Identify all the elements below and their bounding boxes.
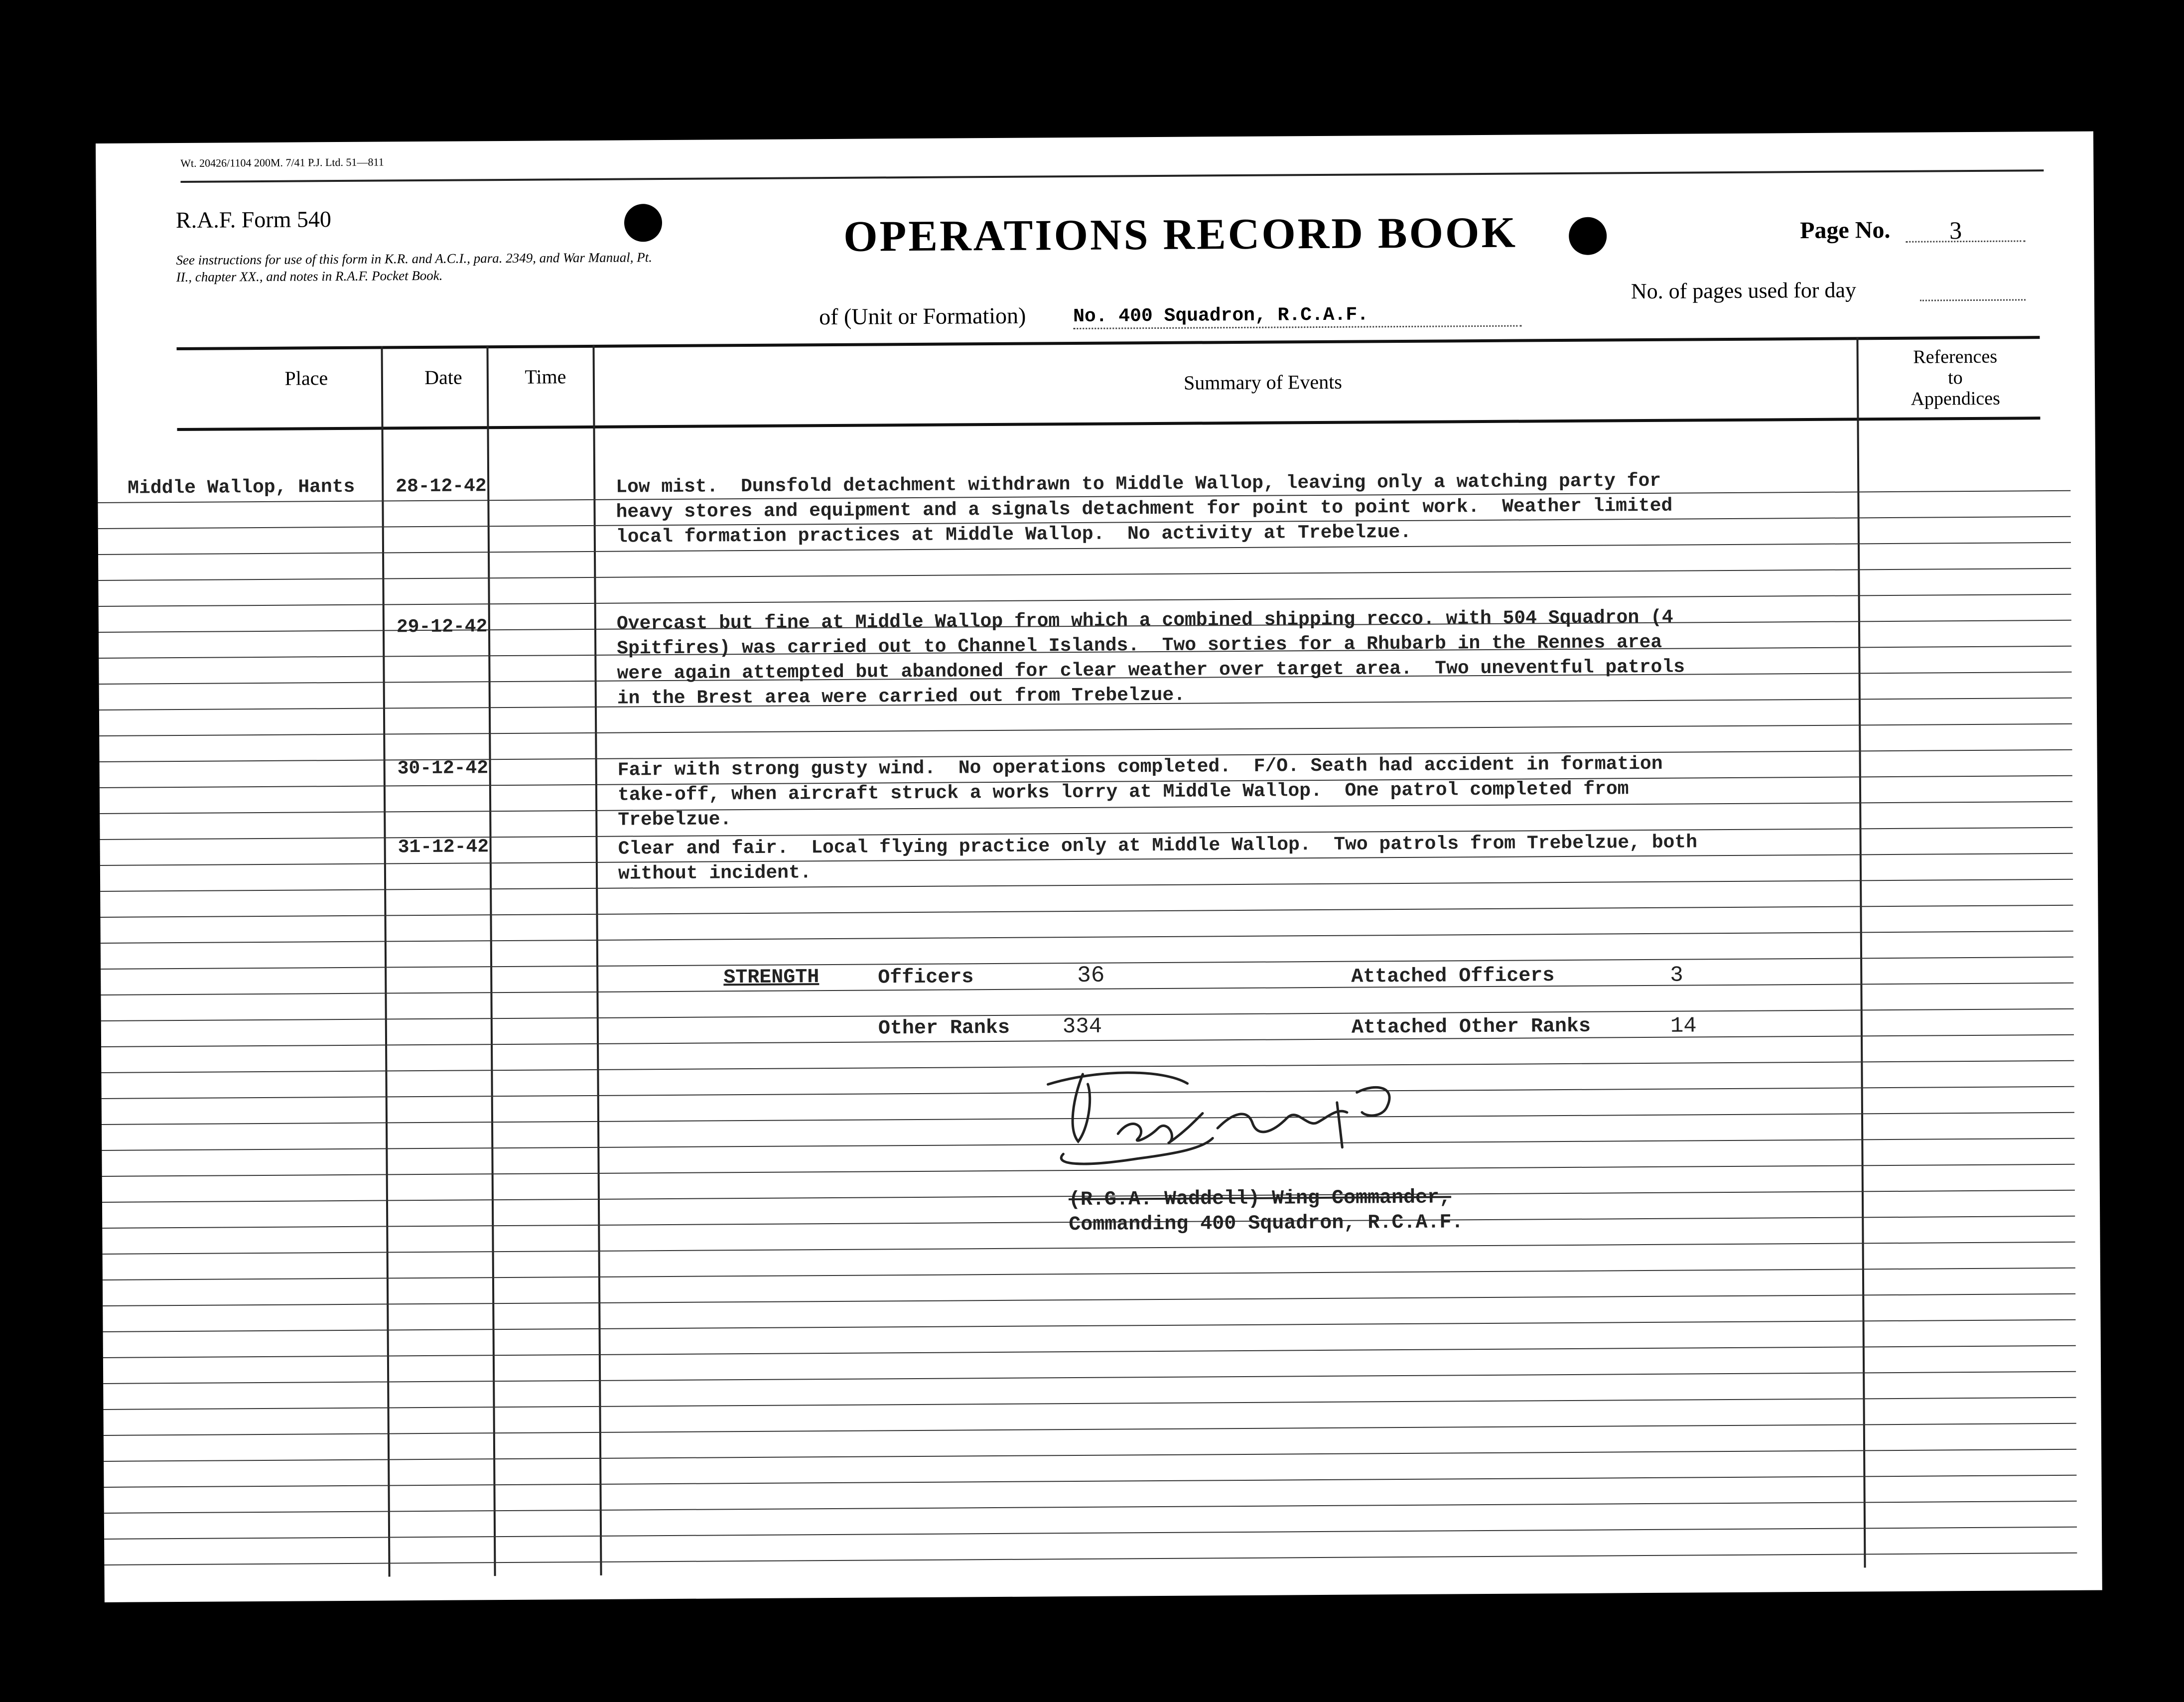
ruled-line: [104, 1397, 2076, 1410]
ruled-line: [101, 931, 2073, 944]
punch-hole-left: [624, 204, 662, 242]
ruled-lines: [96, 132, 2093, 143]
entry-summary: Low mist. Dunsfold detachment withdrawn to Middle Wallop, leaving only a watching party for heavy stores and equipment and a signals detachment for point to point work. Weather limited local formation practices at Middle Wallop. No activity at Trebelzue.: [616, 470, 1673, 548]
ruled-line: [104, 1527, 2077, 1540]
signatory-name: (R.G.A. Waddell) Wing Commander,: [1068, 1186, 1452, 1212]
other-ranks-label: Other Ranks: [878, 1016, 1010, 1040]
ruled-line: [103, 1371, 2076, 1384]
summary-refs-divider: [1856, 337, 1866, 1567]
print-reference: Wt. 20426/1104 200M. 7/41 P.J. Ltd. 51—811: [180, 155, 384, 169]
page-number-label: Page No.: [1799, 216, 1891, 244]
officers-label: Officers: [878, 966, 974, 990]
other-ranks-value: 334: [1062, 1014, 1102, 1040]
header-top-rule: [177, 336, 2040, 350]
entry-date: 30-12-42: [397, 757, 489, 780]
strength-heading: STRENGTH: [723, 966, 819, 990]
ruled-line: [98, 568, 2071, 581]
attached-officers-value: 3: [1670, 963, 1683, 988]
date-time-divider: [486, 345, 496, 1576]
ruled-line: [103, 1268, 2075, 1280]
ruled-line: [104, 1423, 2076, 1436]
top-rule: [180, 169, 2044, 183]
ruled-line: [103, 1319, 2076, 1332]
place-date-divider: [381, 346, 390, 1576]
entry-date: 31-12-42: [398, 836, 489, 858]
punch-hole-right: [1569, 217, 1607, 255]
form-id: R.A.F. Form 540: [175, 206, 332, 233]
col-references: References to Appendices: [1911, 346, 2001, 410]
ruled-line: [103, 1242, 2075, 1255]
signature-image: [1018, 1052, 1467, 1184]
attached-other-ranks-value: 14: [1670, 1013, 1697, 1039]
entry-summary: Overcast but fine at Middle Wallop from which a combined shipping recco. with 504 Squadron (4 Spitfires) was carried out to Channel Islands. Two sorties for a Rhubarb in the Rennes area were again attempted but abandoned for clear weather over target area. Two uneventful patrols in the Brest area were carried out from Trebelzue.: [616, 606, 1685, 709]
ruled-line: [103, 1293, 2075, 1306]
col-time: Time: [525, 365, 566, 388]
entry-date: 29-12-42: [396, 616, 488, 638]
ruled-line: [104, 1501, 2077, 1514]
entry-summary: Fair with strong gusty wind. No operations completed. F/O. Seath had accident in formation take-off, when aircraft struck a works lorry at Middle Wallop. One patrol completed from Trebelzue.: [617, 753, 1663, 831]
signatory-title: Commanding 400 Squadron, R.C.A.F.: [1069, 1211, 1464, 1237]
unit-value: No. 400 Squadron, R.C.A.F.: [1073, 304, 1369, 328]
col-place: Place: [284, 367, 328, 390]
unit-label: of (Unit or Formation): [819, 302, 1026, 330]
ruled-line: [99, 723, 2072, 736]
entry-place: Middle Wallop, Hants: [128, 476, 355, 499]
form-instructions: See instructions for use of this form in K.R. and A.C.I., para. 2349, and War Manual, Pt. II., chapter XX., and notes in R.A.F. Pocket Book.: [176, 250, 653, 285]
ruled-line: [100, 905, 2073, 918]
ruled-line: [103, 1345, 2076, 1358]
attached-other-ranks-label: Attached Other Ranks: [1351, 1015, 1591, 1039]
ruled-line: [104, 1475, 2076, 1488]
page-number-dots: [1906, 240, 2025, 242]
pages-used-dots: [1920, 299, 2026, 301]
entry-summary: Clear and fair. Local flying practice only at Middle Wallop. Two patrols from Trebelzue, both without incident.: [618, 832, 1698, 885]
attached-officers-label: Attached Officers: [1351, 965, 1555, 989]
page-number-value: 3: [1949, 216, 1962, 245]
col-summary: Summary of Events: [1183, 370, 1342, 394]
col-date: Date: [424, 366, 462, 389]
officers-value: 36: [1077, 962, 1105, 989]
page-title: OPERATIONS RECORD BOOK: [843, 208, 1518, 261]
form-sheet: [96, 132, 2102, 1602]
header-bottom-rule: [177, 417, 2040, 431]
ruled-line: [104, 1449, 2076, 1462]
entry-date: 28-12-42: [396, 475, 487, 498]
time-summary-divider: [592, 345, 602, 1575]
ruled-line: [99, 594, 2071, 607]
pages-used-label: No. of pages used for day: [1631, 278, 1857, 304]
ruled-line: [104, 1553, 2077, 1565]
